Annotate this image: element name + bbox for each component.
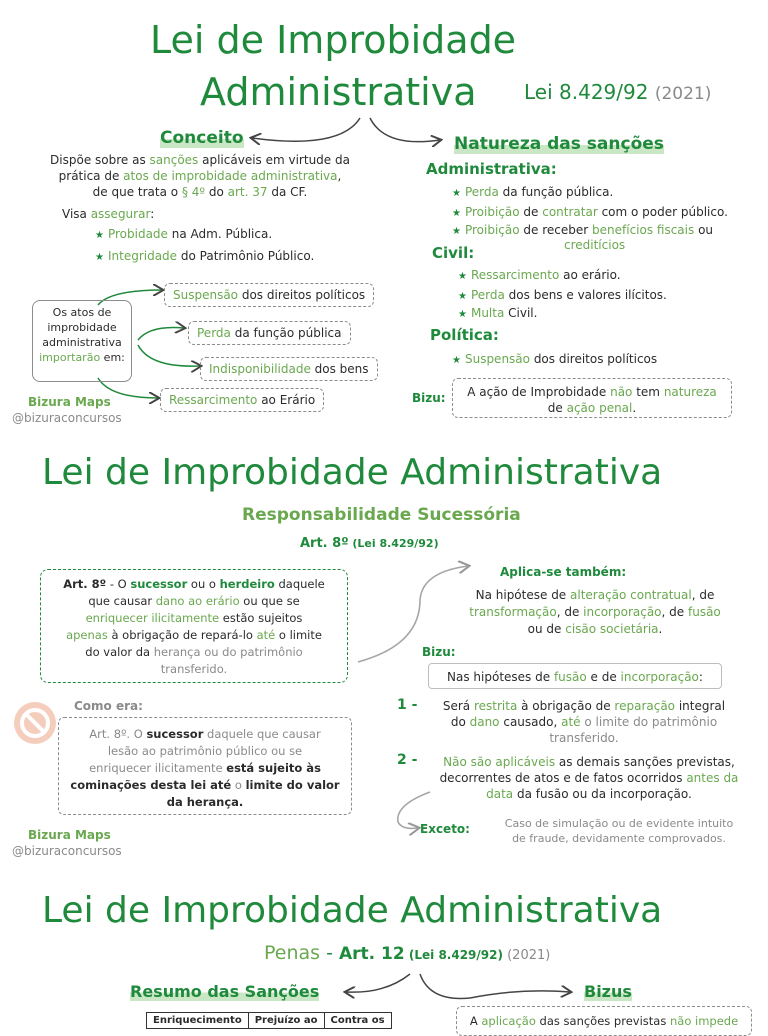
title-line-1: Lei de Improbidade (150, 18, 517, 62)
star-icon: ★ (458, 271, 467, 282)
conceito-text: Dispõe sobre as sanções aplicáveis em virtude da prática de atos de improbidade administrativa, de que trata o § 4º do art. 37 da CF. (50, 153, 350, 199)
star-icon: ★ (452, 355, 461, 366)
item-1-number: 1 - (397, 697, 418, 713)
como-era-label: Como era: (74, 699, 143, 713)
consequence-perda: Perda da função pública (188, 321, 351, 345)
bizu-box-2: Nas hipóteses de fusão e de incorporação: (428, 663, 722, 689)
star-icon: ★ (452, 188, 461, 199)
atos-box: Os atos de improbidade administrativa importarão em: (32, 300, 132, 382)
exceto-label: Exceto: (420, 822, 470, 836)
adm-item-perda: ★ Perda da função pública. (452, 185, 614, 199)
politica-item-suspensao: ★ Suspensão dos direitos políticos (452, 352, 658, 366)
star-icon: ★ (95, 252, 104, 263)
star-icon: ★ (458, 291, 467, 302)
consequence-suspensao: Suspensão dos direitos políticos (164, 283, 374, 307)
visa-assegurar: Visa assegurar: (62, 207, 155, 221)
natureza-heading: Natureza das sanções (454, 134, 664, 154)
natureza-administrativa: Administrativa: (426, 160, 557, 178)
section2-title: Lei de Improbidade Administrativa (42, 452, 663, 493)
table-header: Contra os (324, 1013, 391, 1029)
sanctions-table (146, 1012, 392, 1029)
penas-heading: Penas - Art. 12 (Lei 8.429/92) (2021) (264, 942, 551, 964)
title-line-2: Administrativa (200, 70, 477, 114)
law-reference: Lei 8.429/92 (2021) (524, 80, 712, 104)
table-header: Enriquecimento (147, 1013, 249, 1029)
star-icon: ★ (458, 309, 467, 320)
civil-item-perda: ★ Perda dos bens e valores ilícitos. (458, 288, 667, 302)
social-handle: @bizuraconcursos (12, 411, 122, 425)
art8-box: Art. 8º - O sucessor ou o herdeiro daquele que causar dano ao erário ou que se enriquecer ilicitamente estão sujeitos apenas à obrigação de repará-lo até o limite do valor da herança ou do patrimônio transferido. (40, 569, 348, 683)
bizu-label-1: Bizu: (412, 391, 446, 405)
exceto-text: Caso de simulação ou de evidente intuito de fraude, devidamente comprovados. (504, 817, 734, 845)
consequence-ressarcimento: Ressarcimento ao Erário (160, 388, 324, 412)
item-2-text: Não são aplicáveis as demais sanções previstas, decorrentes de atos e de fatos ocorridos antes da data da fusão ou da incorporação. (439, 755, 739, 801)
bizus-heading: Bizus (584, 982, 632, 1001)
table-header-row (147, 1013, 392, 1029)
section2-article: Art. 8º (Lei 8.429/92) (300, 536, 439, 551)
adm-item-crediticios: creditícios (564, 238, 626, 252)
table-header: Prejuízo ao (248, 1013, 324, 1029)
aplica-heading: Aplica-se também: (500, 565, 627, 579)
conceito-heading: Conceito (160, 128, 244, 148)
visa-item-integridade: ★ Integridade do Patrimônio Público. (95, 249, 315, 263)
old-art8-box: Art. 8º. O sucessor daquele que causar lesão ao patrimônio público ou se enriquecer ilicitamente está sujeito às cominações desta lei até o limite do valor da herança. (58, 717, 352, 815)
adm-item-beneficios: ★ Proibição de receber benefícios fiscais ou (452, 223, 714, 237)
bizu-box-1: A ação de Improbidade não tem natureza de ação penal. (452, 378, 732, 418)
aplica-text: Na hipótese de alteração contratual, de transformação, de incorporação, de fusão ou de cisão societária. (469, 588, 721, 636)
social-handle-2: @bizuraconcursos (12, 844, 122, 858)
star-icon: ★ (95, 230, 104, 241)
natureza-civil: Civil: (432, 244, 475, 262)
resumo-heading: Resumo das Sanções (130, 982, 320, 1001)
bizu-label-2: Bizu: (422, 645, 456, 659)
section2-subtitle: Responsabilidade Sucessória (242, 505, 521, 525)
star-icon: ★ (452, 208, 461, 219)
brand-label: Bizura Maps (28, 395, 111, 409)
visa-item-probidade: ★ Probidade na Adm. Pública. (95, 227, 273, 241)
section3-title: Lei de Improbidade Administrativa (42, 890, 663, 931)
bizus-box: A aplicação das sanções previstas não impede (456, 1006, 752, 1036)
consequence-indisponibilidade: Indisponibilidade dos bens (200, 357, 378, 381)
natureza-politica: Política: (430, 326, 499, 344)
adm-item-contratar: ★ Proibição de contratar com o poder público. (452, 205, 728, 219)
item-2-number: 2 - (397, 752, 418, 768)
civil-item-multa: ★ Multa Civil. (458, 306, 538, 320)
item-1-text: Será restrita à obrigação de reparação integral do dano causado, até o limite do patrimônio transferido. (442, 699, 726, 745)
civil-item-ressarcimento: ★ Ressarcimento ao erário. (458, 268, 621, 282)
star-icon: ★ (452, 226, 461, 237)
brand-label-2: Bizura Maps (28, 828, 111, 842)
prohibited-icon (14, 702, 56, 744)
